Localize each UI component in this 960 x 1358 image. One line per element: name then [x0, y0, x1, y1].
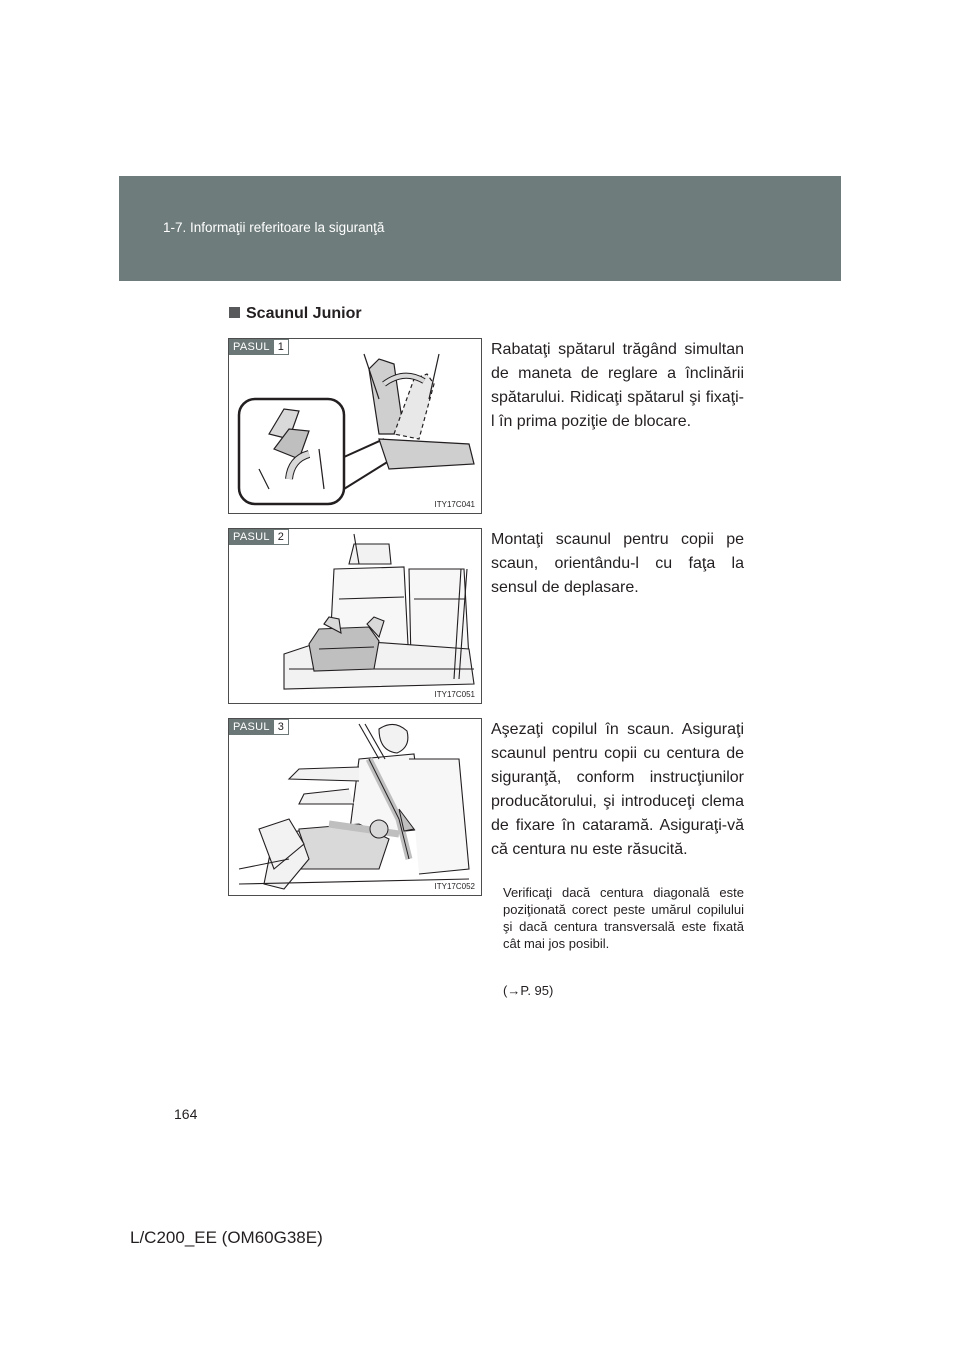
page-number: 164 — [174, 1106, 198, 1122]
step-2-figure — [228, 528, 482, 704]
chapter-header — [119, 176, 841, 281]
figure-code: ITY17C051 — [434, 690, 475, 699]
section-title — [229, 305, 362, 323]
model-code: L/C200_EE (OM60G38E) — [130, 1228, 323, 1247]
square-bullet-icon — [229, 307, 240, 318]
step-3-text: Aşezaţi copilul în scaun. Asiguraţi scaunul pentru copii cu centura de siguranţă, conform instrucţiunilor producătorului, şi introduceţi clema de fixare în cataramă. Asiguraţi-vă că centura nu este răsucită. — [491, 721, 744, 858]
note-text: Verificaţi dacă centura diagonală este poziţionată corect peste umărul copilului şi dacă centura transversală este fixată cât mai jos posibil. — [503, 885, 744, 951]
step-2-label — [229, 529, 289, 545]
step-1-text: Rabataţi spătarul trăgând simultan de maneta de reglare a înclinării spătarului. Ridicaţi spătarul şi fixaţi-l în prima poziţie de blocare. — [491, 341, 744, 430]
step-label-word: PASUL — [229, 529, 274, 545]
step-label-word: PASUL — [229, 719, 274, 735]
seat-recline-illustration — [229, 339, 481, 513]
step-3-label — [229, 719, 289, 735]
child-in-seat-illustration — [229, 719, 481, 895]
step-3-figure — [228, 718, 482, 896]
figure-code: ITY17C052 — [434, 882, 475, 891]
step-1-label — [229, 339, 289, 355]
step-label-number: 1 — [274, 339, 289, 355]
step-1-figure — [228, 338, 482, 514]
chapter-title: 1-7. Informaţii referitoare la siguranţă — [163, 220, 385, 235]
section-title-text: Scaunul Junior — [246, 305, 362, 322]
step-label-number: 3 — [274, 719, 289, 735]
step-label-word: PASUL — [229, 339, 274, 355]
booster-seat-illustration — [229, 529, 481, 703]
figure-code: ITY17C041 — [434, 500, 475, 509]
step-label-number: 2 — [274, 529, 289, 545]
page-reference-link[interactable]: (→P. 95) — [503, 983, 554, 998]
step-2-text: Montaţi scaunul pentru copii pe scaun, orientându-l cu faţa la sensul de deplasare. — [491, 531, 744, 596]
